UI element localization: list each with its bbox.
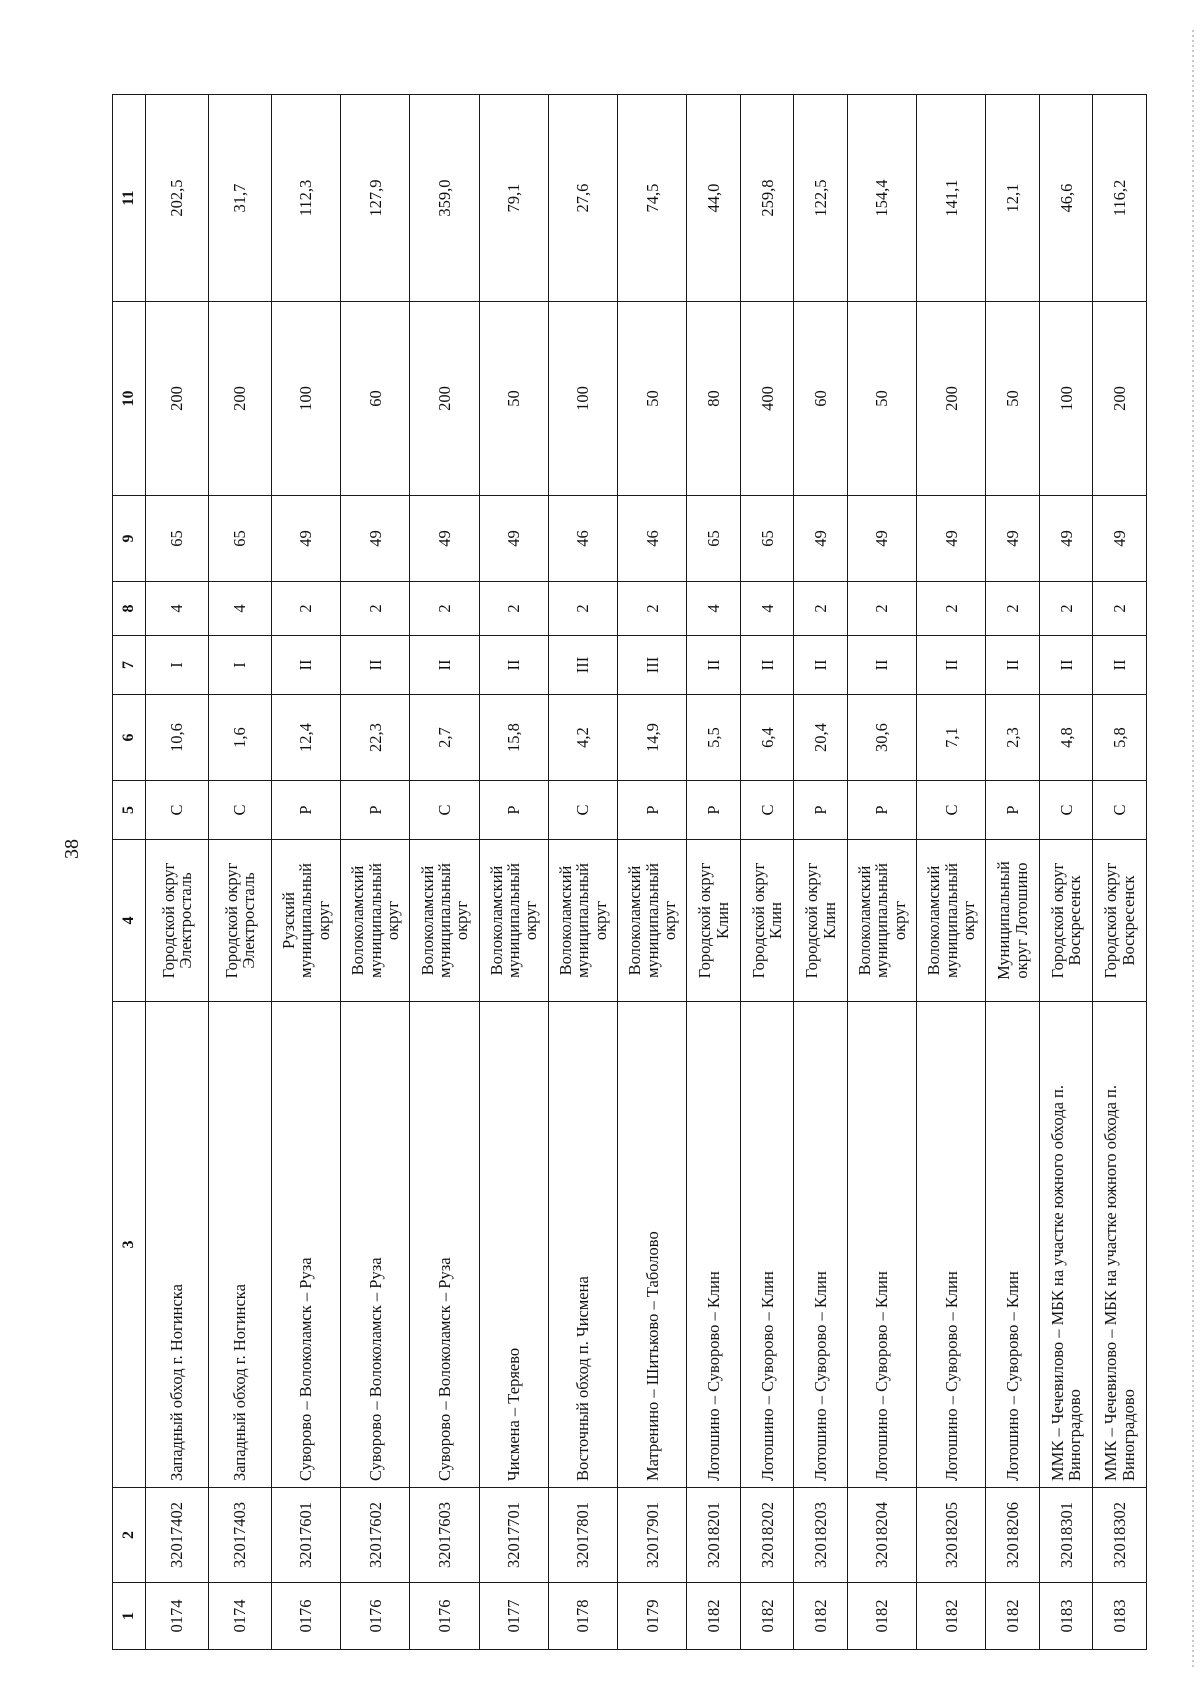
cell-col-1: 0176 <box>271 1583 340 1650</box>
cell-col-11: 259,8 <box>740 95 794 302</box>
cell-col-3: Западный обход г. Ногинска <box>146 1002 209 1488</box>
cell-col-10: 100 <box>548 302 617 496</box>
cell-col-6: 30,6 <box>847 695 916 781</box>
cell-col-1: 0182 <box>847 1583 916 1650</box>
cell-col-3: Суворово – Волоколамск – Руза <box>410 1002 479 1488</box>
cell-col-6: 12,4 <box>271 695 340 781</box>
cell-col-8: 2 <box>986 582 1040 636</box>
cell-col-10: 200 <box>146 302 209 496</box>
cell-col-2: 32018302 <box>1093 1488 1147 1583</box>
cell-col-7: III <box>548 636 617 695</box>
cell-col-2: 32018201 <box>687 1488 741 1583</box>
cell-col-2: 32018204 <box>847 1488 916 1583</box>
header-cell-col-2: 2 <box>113 1488 146 1583</box>
cell-col-4: Волоколамский муниципальный округ <box>917 840 986 1002</box>
table-row <box>618 95 687 1650</box>
cell-col-8: 2 <box>847 582 916 636</box>
cell-col-9: 49 <box>479 496 548 582</box>
table-row <box>410 95 479 1650</box>
cell-col-8: 2 <box>1039 582 1093 636</box>
cell-col-6: 2,7 <box>410 695 479 781</box>
cell-col-11: 141,1 <box>917 95 986 302</box>
cell-col-7: II <box>794 636 848 695</box>
cell-col-5: С <box>410 781 479 840</box>
cell-col-4: Муниципальный округ Лотошино <box>986 840 1040 1002</box>
cell-col-9: 49 <box>794 496 848 582</box>
cell-col-3: Суворово – Волоколамск – Руза <box>271 1002 340 1488</box>
cell-col-1: 0182 <box>917 1583 986 1650</box>
header-cell-col-9: 9 <box>113 496 146 582</box>
cell-col-4: Городской округ Электросталь <box>146 840 209 1002</box>
cell-col-5: Р <box>986 781 1040 840</box>
cell-col-10: 200 <box>208 302 271 496</box>
table-row <box>847 95 916 1650</box>
cell-col-6: 1,6 <box>208 695 271 781</box>
cell-col-9: 49 <box>986 496 1040 582</box>
header-cell-col-11: 11 <box>113 95 146 302</box>
cell-col-4: Волоколамский муниципальный округ <box>479 840 548 1002</box>
road-table <box>112 94 1147 1650</box>
table-row <box>986 95 1040 1650</box>
cell-col-10: 100 <box>271 302 340 496</box>
cell-col-9: 65 <box>740 496 794 582</box>
cell-col-3: Лотошино – Суворово – Клин <box>687 1002 741 1488</box>
cell-col-11: 116,2 <box>1093 95 1147 302</box>
cell-col-9: 49 <box>271 496 340 582</box>
cell-col-1: 0183 <box>1093 1583 1147 1650</box>
cell-col-4: Волоколамский муниципальный округ <box>618 840 687 1002</box>
cell-col-3: ММК – Чечевилово – МБК на участке южного обхода п. Виноградово <box>1093 1002 1147 1488</box>
cell-col-10: 60 <box>341 302 410 496</box>
cell-col-3: Чисмена – Теряево <box>479 1002 548 1488</box>
cell-col-8: 4 <box>208 582 271 636</box>
cell-col-6: 6,4 <box>740 695 794 781</box>
cell-col-9: 49 <box>1093 496 1147 582</box>
cell-col-9: 46 <box>618 496 687 582</box>
cell-col-1: 0182 <box>687 1583 741 1650</box>
cell-col-9: 49 <box>917 496 986 582</box>
cell-col-10: 60 <box>794 302 848 496</box>
cell-col-1: 0182 <box>740 1583 794 1650</box>
cell-col-5: С <box>1093 781 1147 840</box>
cell-col-2: 32017701 <box>479 1488 548 1583</box>
cell-col-10: 400 <box>740 302 794 496</box>
cell-col-7: II <box>410 636 479 695</box>
cell-col-7: II <box>479 636 548 695</box>
cell-col-2: 32018206 <box>986 1488 1040 1583</box>
cell-col-8: 4 <box>146 582 209 636</box>
cell-col-2: 32018203 <box>794 1488 848 1583</box>
scan-edge-strip <box>1192 30 1194 1670</box>
cell-col-1: 0183 <box>1039 1583 1093 1650</box>
cell-col-7: II <box>687 636 741 695</box>
cell-col-4: Волоколамский муниципальный округ <box>341 840 410 1002</box>
cell-col-10: 200 <box>410 302 479 496</box>
cell-col-10: 50 <box>847 302 916 496</box>
cell-col-7: II <box>847 636 916 695</box>
cell-col-9: 46 <box>548 496 617 582</box>
cell-col-6: 20,4 <box>794 695 848 781</box>
cell-col-8: 4 <box>687 582 741 636</box>
cell-col-8: 2 <box>794 582 848 636</box>
cell-col-8: 2 <box>1093 582 1147 636</box>
cell-col-4: Рузский муниципальный округ <box>271 840 340 1002</box>
cell-col-2: 32017801 <box>548 1488 617 1583</box>
cell-col-5: С <box>917 781 986 840</box>
cell-col-7: I <box>146 636 209 695</box>
cell-col-2: 32017602 <box>341 1488 410 1583</box>
cell-col-2: 32018205 <box>917 1488 986 1583</box>
cell-col-10: 200 <box>1093 302 1147 496</box>
header-cell-col-7: 7 <box>113 636 146 695</box>
cell-col-3: Восточный обход п. Чисмена <box>548 1002 617 1488</box>
cell-col-10: 200 <box>917 302 986 496</box>
cell-col-5: С <box>548 781 617 840</box>
cell-col-2: 32017603 <box>410 1488 479 1583</box>
cell-col-11: 112,3 <box>271 95 340 302</box>
table-row <box>740 95 794 1650</box>
cell-col-9: 49 <box>847 496 916 582</box>
cell-col-3: Западный обход г. Ногинска <box>208 1002 271 1488</box>
cell-col-1: 0178 <box>548 1583 617 1650</box>
cell-col-5: С <box>146 781 209 840</box>
page-number: 38 <box>61 839 83 859</box>
table-row <box>1093 95 1147 1650</box>
cell-col-5: Р <box>618 781 687 840</box>
cell-col-1: 0176 <box>341 1583 410 1650</box>
cell-col-3: Лотошино – Суворово – Клин <box>847 1002 916 1488</box>
cell-col-11: 12,1 <box>986 95 1040 302</box>
cell-col-10: 50 <box>479 302 548 496</box>
cell-col-4: Городской округ Клин <box>794 840 848 1002</box>
cell-col-9: 49 <box>341 496 410 582</box>
cell-col-4: Волоколамский муниципальный округ <box>847 840 916 1002</box>
cell-col-6: 4,2 <box>548 695 617 781</box>
cell-col-2: 32017601 <box>271 1488 340 1583</box>
cell-col-7: II <box>341 636 410 695</box>
cell-col-7: II <box>271 636 340 695</box>
table-row <box>271 95 340 1650</box>
table-row <box>208 95 271 1650</box>
cell-col-11: 127,9 <box>341 95 410 302</box>
cell-col-1: 0182 <box>794 1583 848 1650</box>
cell-col-10: 50 <box>986 302 1040 496</box>
cell-col-4: Городской округ Воскресенск <box>1039 840 1093 1002</box>
cell-col-1: 0179 <box>618 1583 687 1650</box>
cell-col-2: 32018202 <box>740 1488 794 1583</box>
cell-col-11: 74,5 <box>618 95 687 302</box>
cell-col-11: 46,6 <box>1039 95 1093 302</box>
cell-col-4: Городской округ Воскресенск <box>1093 840 1147 1002</box>
cell-col-5: С <box>1039 781 1093 840</box>
cell-col-3: Лотошино – Суворово – Клин <box>986 1002 1040 1488</box>
cell-col-11: 154,4 <box>847 95 916 302</box>
cell-col-8: 2 <box>410 582 479 636</box>
cell-col-5: С <box>208 781 271 840</box>
header-cell-col-8: 8 <box>113 582 146 636</box>
cell-col-6: 2,3 <box>986 695 1040 781</box>
cell-col-4: Городской округ Клин <box>740 840 794 1002</box>
cell-col-3: Матренино – Шитьково – Таболово <box>618 1002 687 1488</box>
cell-col-10: 80 <box>687 302 741 496</box>
table-body <box>146 95 1147 1650</box>
table-row <box>479 95 548 1650</box>
table-row <box>341 95 410 1650</box>
cell-col-5: Р <box>479 781 548 840</box>
header-cell-col-5: 5 <box>113 781 146 840</box>
cell-col-4: Городской округ Электросталь <box>208 840 271 1002</box>
table-row <box>146 95 209 1650</box>
cell-col-3: ММК – Чечевилово – МБК на участке южного обхода п. Виноградово <box>1039 1002 1093 1488</box>
cell-col-7: II <box>986 636 1040 695</box>
cell-col-10: 100 <box>1039 302 1093 496</box>
cell-col-9: 49 <box>1039 496 1093 582</box>
cell-col-5: С <box>740 781 794 840</box>
cell-col-8: 2 <box>271 582 340 636</box>
cell-col-7: III <box>618 636 687 695</box>
header-cell-col-3: 3 <box>113 1002 146 1488</box>
cell-col-5: Р <box>794 781 848 840</box>
cell-col-10: 50 <box>618 302 687 496</box>
cell-col-7: II <box>740 636 794 695</box>
cell-col-4: Волоколамский муниципальный округ <box>548 840 617 1002</box>
cell-col-6: 10,6 <box>146 695 209 781</box>
cell-col-11: 44,0 <box>687 95 741 302</box>
cell-col-2: 32018301 <box>1039 1488 1093 1583</box>
cell-col-3: Лотошино – Суворово – Клин <box>740 1002 794 1488</box>
table-row <box>548 95 617 1650</box>
cell-col-3: Лотошино – Суворово – Клин <box>917 1002 986 1488</box>
cell-col-3: Суворово – Волоколамск – Руза <box>341 1002 410 1488</box>
cell-col-1: 0174 <box>208 1583 271 1650</box>
cell-col-6: 5,5 <box>687 695 741 781</box>
cell-col-8: 4 <box>740 582 794 636</box>
cell-col-8: 2 <box>618 582 687 636</box>
cell-col-6: 15,8 <box>479 695 548 781</box>
cell-col-11: 31,7 <box>208 95 271 302</box>
cell-col-2: 32017901 <box>618 1488 687 1583</box>
cell-col-1: 0176 <box>410 1583 479 1650</box>
table-header-row <box>113 95 146 1650</box>
cell-col-5: Р <box>847 781 916 840</box>
cell-col-1: 0177 <box>479 1583 548 1650</box>
cell-col-5: Р <box>271 781 340 840</box>
cell-col-9: 65 <box>208 496 271 582</box>
cell-col-7: II <box>917 636 986 695</box>
cell-col-1: 0174 <box>146 1583 209 1650</box>
cell-col-9: 65 <box>687 496 741 582</box>
cell-col-11: 202,5 <box>146 95 209 302</box>
cell-col-5: Р <box>341 781 410 840</box>
rotated-table-wrapper <box>112 95 1147 1650</box>
cell-col-6: 22,3 <box>341 695 410 781</box>
cell-col-8: 2 <box>479 582 548 636</box>
cell-col-7: I <box>208 636 271 695</box>
table-row <box>687 95 741 1650</box>
cell-col-9: 65 <box>146 496 209 582</box>
cell-col-8: 2 <box>917 582 986 636</box>
cell-col-7: II <box>1039 636 1093 695</box>
cell-col-6: 7,1 <box>917 695 986 781</box>
table-row <box>794 95 848 1650</box>
cell-col-9: 49 <box>410 496 479 582</box>
header-cell-col-4: 4 <box>113 840 146 1002</box>
cell-col-11: 359,0 <box>410 95 479 302</box>
table-row <box>917 95 986 1650</box>
cell-col-6: 4,8 <box>1039 695 1093 781</box>
cell-col-3: Лотошино – Суворово – Клин <box>794 1002 848 1488</box>
cell-col-1: 0182 <box>986 1583 1040 1650</box>
cell-col-2: 32017402 <box>146 1488 209 1583</box>
cell-col-11: 79,1 <box>479 95 548 302</box>
table-row <box>1039 95 1093 1650</box>
cell-col-8: 2 <box>341 582 410 636</box>
cell-col-4: Волоколамский муниципальный округ <box>410 840 479 1002</box>
header-cell-col-6: 6 <box>113 695 146 781</box>
cell-col-6: 5,8 <box>1093 695 1147 781</box>
cell-col-6: 14,9 <box>618 695 687 781</box>
header-cell-col-10: 10 <box>113 302 146 496</box>
header-cell-col-1: 1 <box>113 1583 146 1650</box>
cell-col-5: Р <box>687 781 741 840</box>
cell-col-8: 2 <box>548 582 617 636</box>
cell-col-2: 32017403 <box>208 1488 271 1583</box>
cell-col-4: Городской округ Клин <box>687 840 741 1002</box>
cell-col-7: II <box>1093 636 1147 695</box>
cell-col-11: 122,5 <box>794 95 848 302</box>
cell-col-11: 27,6 <box>548 95 617 302</box>
